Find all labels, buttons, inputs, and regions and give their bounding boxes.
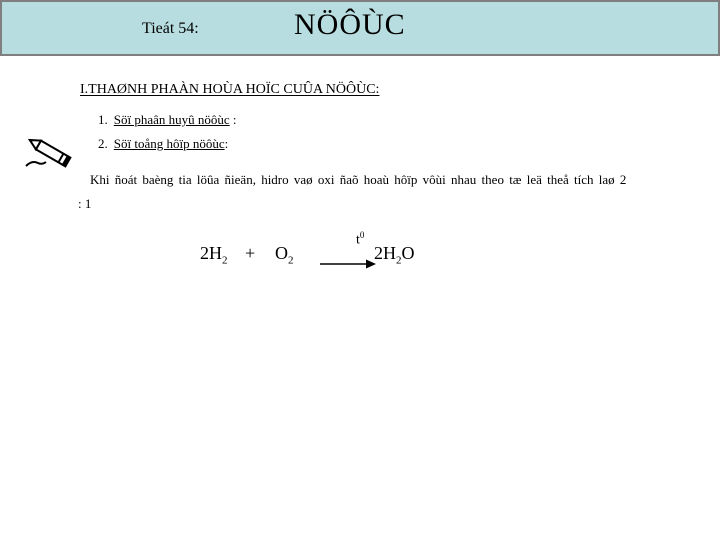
header-bar	[0, 0, 720, 56]
reactant-element: O	[275, 243, 288, 263]
plus-sign: +	[245, 243, 256, 263]
body-text-line-1: Khi ñoát baèng tia löûa ñieän, hidro vaø oxi ñaõ hoaù hôïp vôùi nhau theo tæ leä theå tích laø 2	[90, 172, 627, 187]
product-element: H	[383, 243, 396, 263]
product-tail: O	[401, 243, 415, 263]
reaction-condition	[356, 230, 364, 249]
list-item-number: 1.	[98, 112, 108, 127]
reactant-hydrogen	[200, 243, 228, 267]
list-item-suffix: :	[224, 136, 229, 151]
pencil-writing-icon	[22, 132, 78, 174]
product-water	[374, 243, 415, 267]
reactant-element: H	[209, 243, 222, 263]
page-title: NÖÔÙC	[294, 8, 406, 41]
condition-sup: 0	[359, 230, 365, 240]
list-item-number: 2.	[98, 136, 108, 151]
reaction-arrow-icon	[320, 258, 376, 270]
reactant-oxygen	[275, 243, 294, 267]
list-item-synthesis	[98, 136, 228, 152]
list-item-decomposition	[98, 112, 237, 128]
condition-base: t	[356, 232, 360, 248]
body-text-line-2: : 1	[78, 196, 92, 211]
list-item-suffix: :	[229, 112, 237, 127]
list-item-text: Söï phaân huyû nöôùc	[113, 112, 230, 127]
reactant-subscript: 2	[222, 254, 228, 267]
section-heading: I.THAØNH PHAÀN HOÙA HOÏC CUÛA NÖÔÙC:	[80, 82, 380, 97]
lesson-label: Tieát 54:	[142, 20, 199, 37]
reactant-coefficient: 2	[200, 243, 209, 263]
product-coefficient: 2	[374, 243, 383, 263]
list-item-text: Söï toång hôïp nöôùc	[113, 136, 225, 151]
product-subscript: 2	[396, 254, 402, 267]
reactant-subscript: 2	[288, 254, 294, 267]
